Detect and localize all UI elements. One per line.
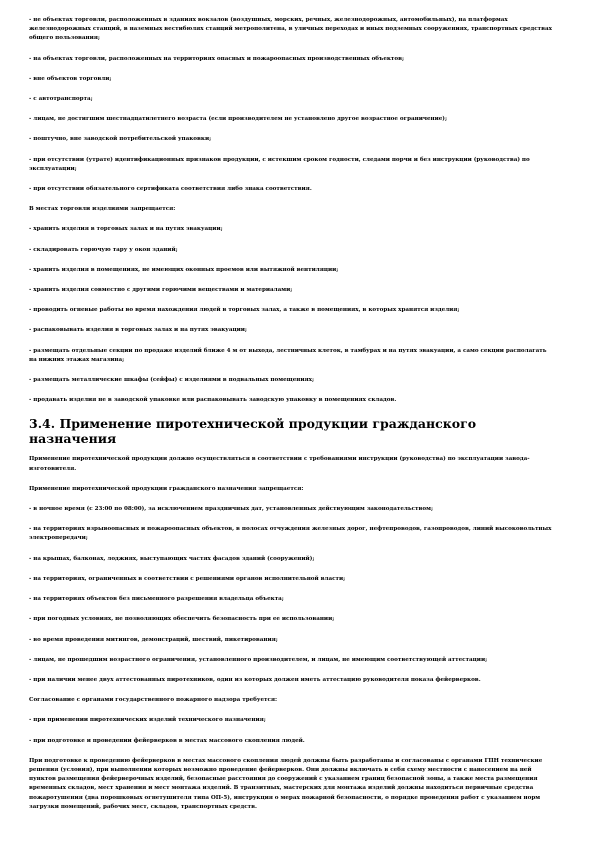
paragraph: При подготовке к проведению фейерверков в местах массового скопления людей должны быть разработаны и согласованы с органами ГПН технические решения (условия), при выполнении которых возможно проведение фейерверков. Они должны включать в себя схему местности с нанесением на ней пунктов размещения фейерверочных изделий, безопасные расстояния до сооружений с указанием границ безопасной зоны, а также места размещения временных складов, мест хранения и мест монтажа изделий. В транзитных, мастерских для монтажа изделий должны находиться первичные средства пожаротушения (два порошковых огнетушителя типа ОП-5), инструкция о мерах пожарной безопасности, о порядке проведения работ с указанием норм загрузки помещений, рабочих мест, складов, транспортных средств.: [29, 757, 543, 810]
list-item: - на объектах торговли, расположенных на территориях опасных и пожароопасных производственных объектов;: [29, 55, 405, 62]
list-item: - на территориях объектов без письменного разрешения владельца объекта;: [29, 596, 284, 603]
paragraph: Согласование с органами государственного пожарного надзора требуется:: [29, 697, 278, 704]
list-item: - при наличии менее двух аттестованных пиротехников, один из которых должен иметь аттестацию руководителя показа фейерверков.: [29, 676, 481, 683]
list-item: - на территориях взрывоопасных и пожароопасных объектов, в полосах отчуждения железных дорог, нефтепроводов, газопроводов, линий высоковольтных электропередачи;: [29, 526, 552, 542]
list-item: - во время проведения митингов, демонстраций, шествий, пикетирования;: [29, 636, 278, 643]
list-item: - при подготовке и проведении фейерверков в местах массового скопления людей.: [29, 737, 305, 744]
list-item: - хранить изделия в помещениях, не имеющих оконных проемов или вытяжной вентиляции;: [29, 266, 339, 273]
paragraph: Применение пиротехнической продукции гражданского назначения запрещается:: [29, 485, 304, 492]
list-item: - при применении пиротехнических изделий технического назначения;: [29, 717, 266, 724]
list-item: - при отсутствии (утрате) идентификационных признаков продукции, с истекшим сроком годности, следами порчи и без инструкции (руководства) по эксплуатации;: [29, 156, 530, 172]
list-item: - продавать изделия не в заводской упаковке или распаковывать заводскую упаковку в помещениях складов.: [29, 397, 397, 404]
list-item: - с автотранспорта;: [29, 96, 93, 103]
list-item: - поштучно, вне заводской потребительской упаковки;: [29, 136, 212, 143]
list-item: - размещать металлические шкафы (сейфы) с изделиями в подвальных помещениях;: [29, 377, 315, 384]
paragraph: В местах торговли изделиями запрещается:: [29, 206, 176, 213]
list-item: - на крышах, балконах, лоджиях, выступающих частях фасадов зданий (сооружений);: [29, 555, 315, 562]
list-item: - хранить изделия в торговых залах и на путях эвакуации;: [29, 226, 223, 233]
list-item: - не объектах торговли, расположенных в зданиях вокзалов (воздушных, морских, речных, железнодорожных, автомобильных), на платформах железнодорожных станций, в наземных вестибюлях станций метрополитена, в уличных переходах и иных подземных сооружениях, транспортных средствах общего пользования;: [29, 17, 552, 42]
list-item: - хранить изделия совместно с другими горючими веществами и материалами;: [29, 287, 293, 294]
list-item: - распаковывать изделия в торговых залах и на путях эвакуации;: [29, 327, 247, 334]
list-item: - складировать горючую тару у окон зданий;: [29, 246, 178, 253]
paragraph: Применение пиротехнической продукции должно осуществляться в соответствии с требованиями инструкции (руководства) по эксплуатации завода-изготовителя.: [29, 456, 530, 472]
list-item: - при погодных условиях, не позволяющих обеспечить безопасность при ее использовании;: [29, 616, 335, 623]
list-item: - в ночное время (с 23:00 по 08:00), за исключением праздничных дат, установленных действующим законодательством;: [29, 506, 434, 513]
list-item: - лицам, не прошедшим возрастного ограничения, установленного производителем, и лицам, не имеющим соответствующей аттестации;: [29, 656, 488, 663]
list-item: - проводить огневые работы во время нахождения людей в торговых залах, а также в помещениях, в которых хранятся изделия;: [29, 307, 460, 314]
list-item: - на территориях, ограниченных в соответствии с решениями органов исполнительной власти;: [29, 575, 346, 582]
list-item: - размещать отдельные секции по продаже изделий ближе 4 м от выхода, лестничных клеток, в тамбурах и на путях эвакуации, а само секции располагать на нижних этажах магазина;: [29, 347, 547, 363]
list-item: - вне объектов торговли;: [29, 75, 112, 82]
section-heading: 3.4. Применение пиротехнической продукции гражданского назначения: [29, 416, 477, 447]
list-item: - при отсутствии обязательного сертификата соответствия либо знака соответствия.: [29, 186, 312, 193]
list-item: - лицам, не достигшим шестнадцатилетнего возраста (если производителем не установлено другое возрастное ограничение);: [29, 116, 448, 123]
